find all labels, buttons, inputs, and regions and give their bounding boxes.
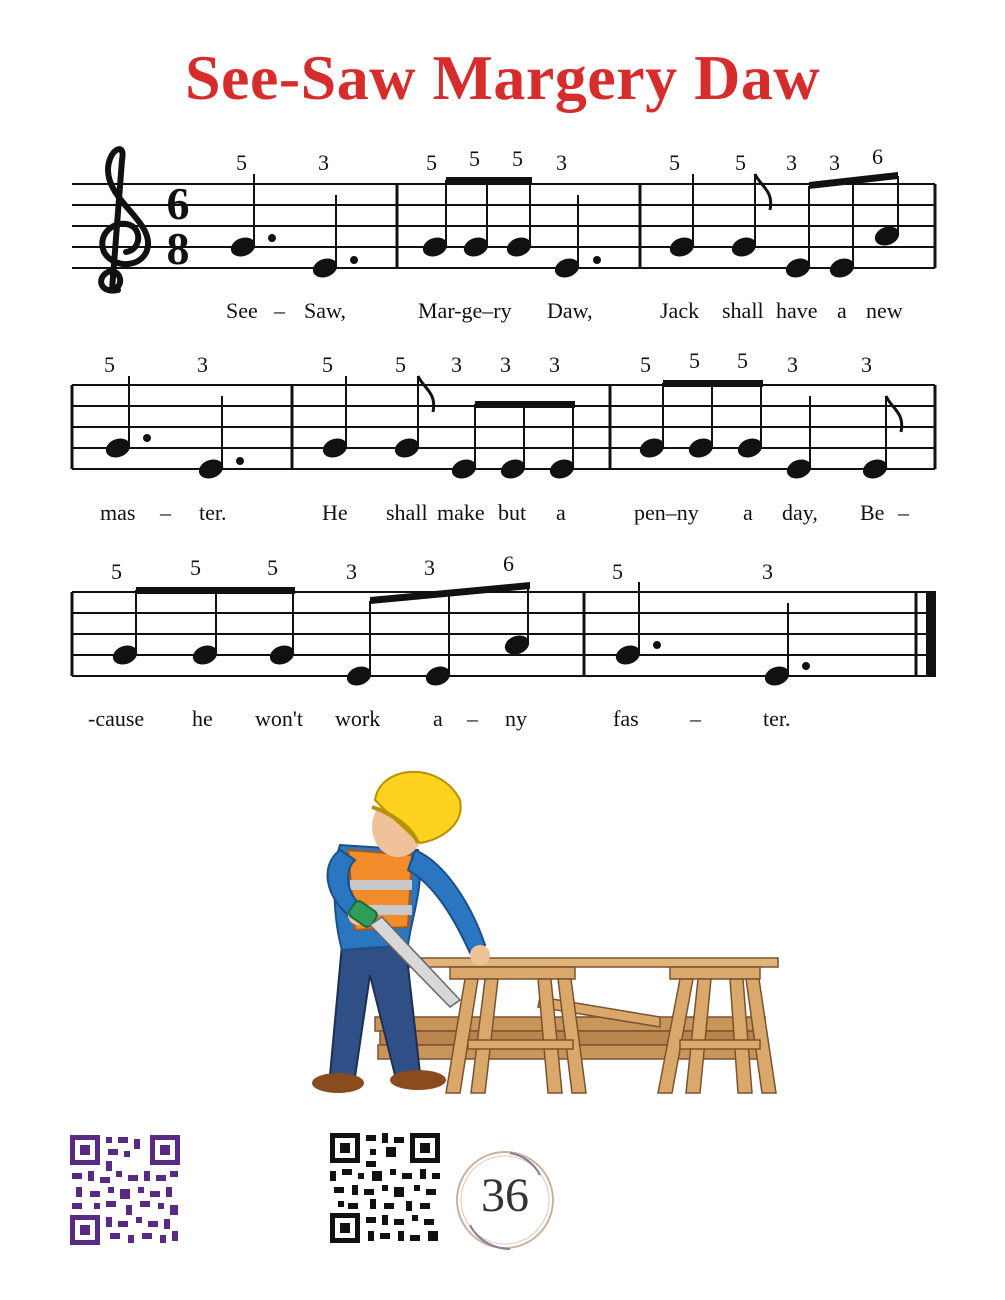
svg-text:5: 5 xyxy=(267,555,278,580)
time-signature xyxy=(167,178,190,274)
svg-text:fas: fas xyxy=(613,706,639,731)
svg-text:6: 6 xyxy=(503,551,514,576)
svg-text:5: 5 xyxy=(236,150,247,175)
svg-text:3: 3 xyxy=(318,150,329,175)
svg-text:5: 5 xyxy=(735,150,746,175)
worker-sawing-illustration xyxy=(300,755,790,1105)
svg-text:ter.: ter. xyxy=(763,706,791,731)
svg-text:8: 8 xyxy=(166,223,190,274)
svg-text:-cause: -cause xyxy=(88,706,145,731)
svg-text:5: 5 xyxy=(737,348,748,373)
notes-system-3 xyxy=(111,582,810,688)
svg-text:Jack: Jack xyxy=(660,298,700,323)
svg-text:3: 3 xyxy=(861,352,872,377)
svg-text:3: 3 xyxy=(786,150,797,175)
svg-text:6: 6 xyxy=(872,144,883,169)
svg-text:Saw,: Saw, xyxy=(304,298,346,323)
svg-text:day,: day, xyxy=(782,500,818,525)
svg-text:5: 5 xyxy=(612,559,623,584)
svg-text:3: 3 xyxy=(549,352,560,377)
svg-text:5: 5 xyxy=(322,352,333,377)
svg-text:mas: mas xyxy=(100,500,136,525)
svg-text:a: a xyxy=(743,500,753,525)
svg-text:shall: shall xyxy=(386,500,428,525)
treble-clef-icon xyxy=(101,149,148,291)
svg-text:3: 3 xyxy=(762,559,773,584)
svg-text:5: 5 xyxy=(190,555,201,580)
svg-text:–: – xyxy=(467,706,478,731)
svg-text:5: 5 xyxy=(395,352,406,377)
staff-system-1 xyxy=(72,144,935,323)
svg-text:shall: shall xyxy=(722,298,764,323)
svg-text:3: 3 xyxy=(500,352,511,377)
svg-text:5: 5 xyxy=(689,348,700,373)
svg-text:a: a xyxy=(433,706,443,731)
svg-text:5: 5 xyxy=(469,146,480,171)
svg-text:a: a xyxy=(837,298,847,323)
svg-text:5: 5 xyxy=(104,352,115,377)
svg-text:–: – xyxy=(160,500,171,525)
staff-system-2 xyxy=(72,348,935,525)
svg-text:3: 3 xyxy=(346,559,357,584)
fingering-system-3 xyxy=(111,551,773,584)
svg-text:–: – xyxy=(274,298,285,323)
svg-text:3: 3 xyxy=(829,150,840,175)
lyrics-system-2 xyxy=(100,500,910,525)
lyrics-system-3 xyxy=(88,706,791,731)
svg-text:but: but xyxy=(498,500,527,525)
notes-system-2 xyxy=(104,376,902,481)
svg-text:3: 3 xyxy=(787,352,798,377)
svg-text:3: 3 xyxy=(451,352,462,377)
svg-text:6: 6 xyxy=(166,178,190,229)
svg-text:5: 5 xyxy=(426,150,437,175)
svg-text:have: have xyxy=(776,298,818,323)
qr-code-right xyxy=(330,1133,440,1243)
svg-text:Be: Be xyxy=(860,500,885,525)
fingering-system-2 xyxy=(104,348,872,377)
svg-text:ter.: ter. xyxy=(199,500,227,525)
svg-text:Mar-ge–ry: Mar-ge–ry xyxy=(418,298,512,323)
svg-text:5: 5 xyxy=(669,150,680,175)
svg-text:–: – xyxy=(690,706,701,731)
song-title: See-Saw Margery Daw xyxy=(184,42,821,113)
svg-text:won't: won't xyxy=(255,706,303,731)
svg-text:Daw,: Daw, xyxy=(547,298,593,323)
svg-text:work: work xyxy=(335,706,381,731)
svg-text:–: – xyxy=(898,500,909,525)
page-number: 36 xyxy=(481,1169,529,1222)
svg-text:5: 5 xyxy=(111,559,122,584)
svg-text:5: 5 xyxy=(512,146,523,171)
svg-text:He: He xyxy=(322,500,348,525)
svg-text:ny: ny xyxy=(505,706,527,731)
svg-text:pen–ny: pen–ny xyxy=(634,500,699,525)
fingering-system-1 xyxy=(236,144,883,175)
svg-text:5: 5 xyxy=(640,352,651,377)
svg-text:3: 3 xyxy=(197,352,208,377)
qr-code-left xyxy=(70,1135,180,1245)
svg-text:a: a xyxy=(556,500,566,525)
svg-text:See: See xyxy=(226,298,258,323)
svg-text:make: make xyxy=(437,500,485,525)
staff-system-3 xyxy=(72,551,936,731)
lyrics-system-1 xyxy=(226,298,903,323)
svg-text:he: he xyxy=(192,706,213,731)
svg-text:3: 3 xyxy=(424,555,435,580)
svg-text:3: 3 xyxy=(556,150,567,175)
svg-text:new: new xyxy=(866,298,903,323)
